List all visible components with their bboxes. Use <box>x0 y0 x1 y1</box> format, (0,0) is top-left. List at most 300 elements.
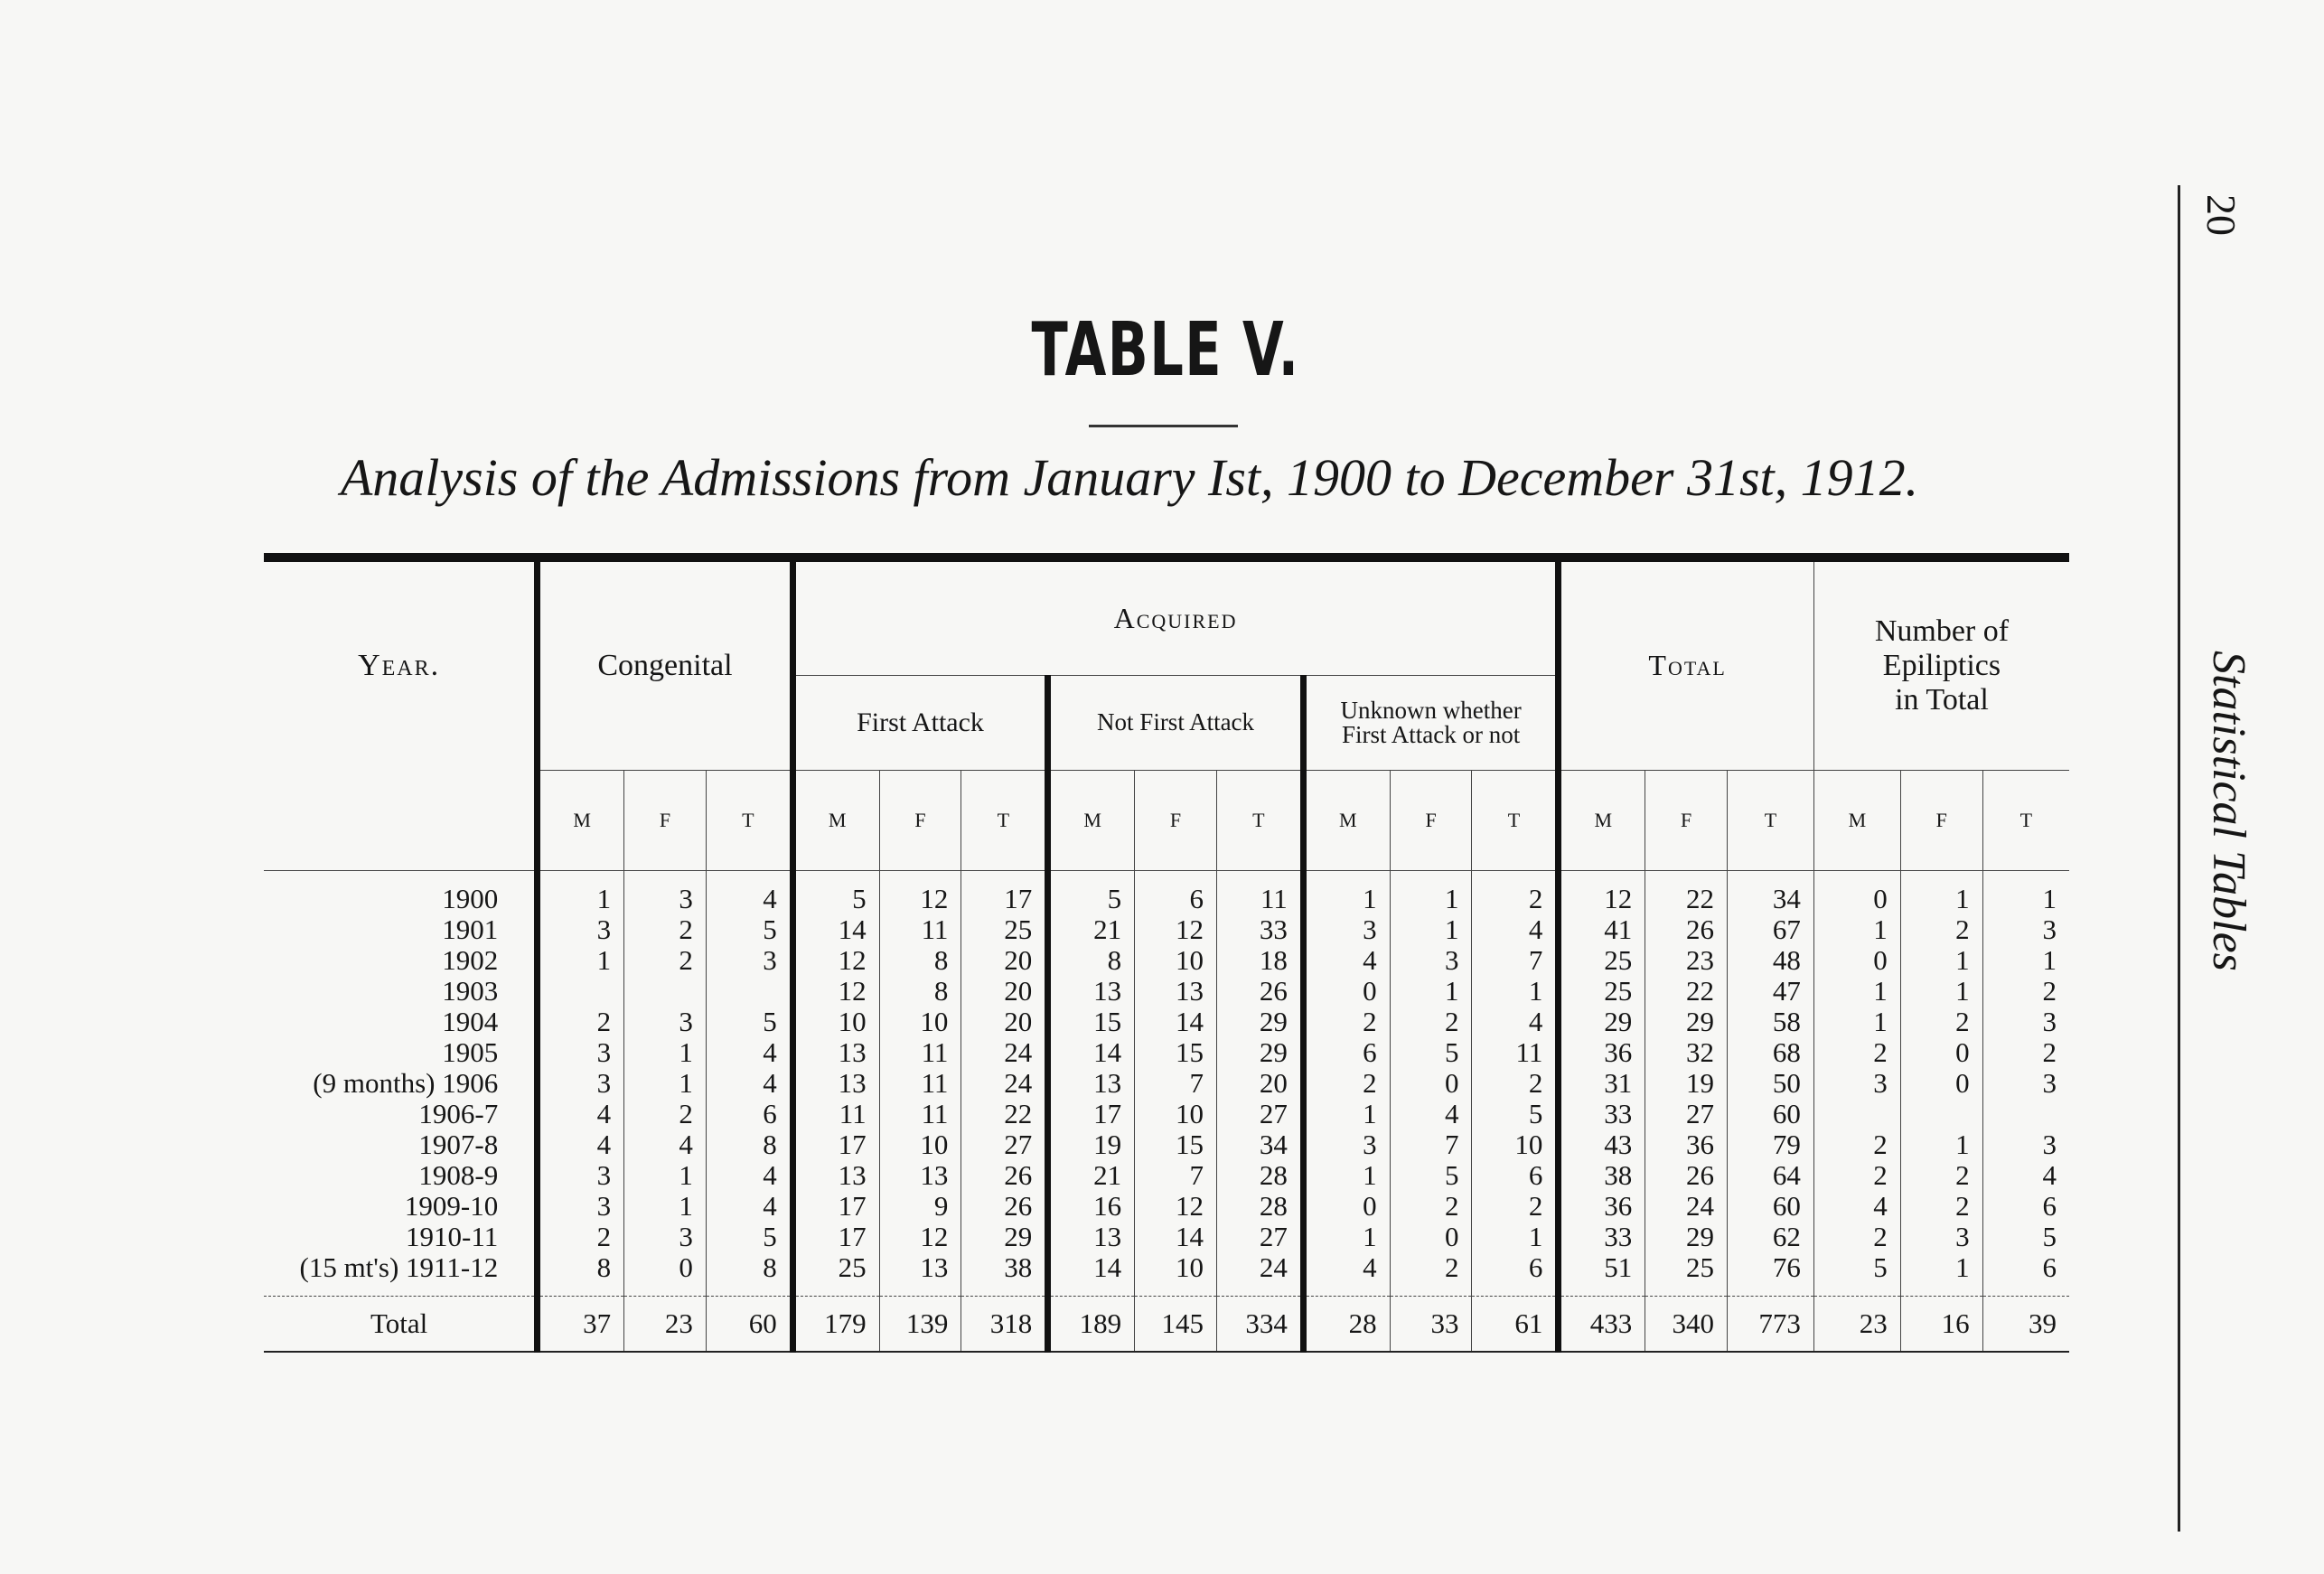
cell-total-f: 22 <box>1645 976 1728 1007</box>
cell-first-attack-m: 13 <box>792 1160 879 1191</box>
cell-not-first-attack-f: 10 <box>1135 1099 1217 1129</box>
table-body <box>264 870 2069 1296</box>
cell-unknown-t: 7 <box>1472 945 1559 976</box>
cell-congenital-f: 4 <box>624 1129 707 1160</box>
header-unknown-line2: First Attack or not <box>1341 720 1521 748</box>
cell-total-m: 12 <box>1559 870 1645 914</box>
cell-unknown-f: 1 <box>1390 870 1472 914</box>
row-year: 1905 <box>442 1035 499 1068</box>
cell-epileptics-t: 3 <box>1982 914 2069 945</box>
total-first-attack-f: 139 <box>879 1296 961 1352</box>
cell-total-t: 68 <box>1728 1037 1814 1068</box>
cell-congenital-f: 3 <box>624 1007 707 1037</box>
cell-not-first-attack-t: 11 <box>1216 870 1303 914</box>
cell-unknown-m: 2 <box>1303 1007 1390 1037</box>
cell-not-first-attack-t: 27 <box>1216 1222 1303 1252</box>
cell-unknown-m: 3 <box>1303 1129 1390 1160</box>
cell-first-attack-f: 10 <box>879 1007 961 1037</box>
cell-congenital-t: 4 <box>706 1160 792 1191</box>
cell-congenital-t: 5 <box>706 1007 792 1037</box>
total-unknown-m: 28 <box>1303 1296 1390 1352</box>
cell-not-first-attack-t: 34 <box>1216 1129 1303 1160</box>
total-total-t: 773 <box>1728 1296 1814 1352</box>
cell-congenital-m: 3 <box>538 1037 624 1068</box>
cell-unknown-m: 1 <box>1303 1099 1390 1129</box>
table-row <box>264 945 2069 976</box>
cell-congenital-f: 1 <box>624 1037 707 1068</box>
cell-not-first-attack-f: 7 <box>1135 1160 1217 1191</box>
cell-first-attack-m: 12 <box>792 945 879 976</box>
total-epileptics-f: 16 <box>1900 1296 1982 1352</box>
header-unknown <box>1303 675 1559 770</box>
cell-total-f: 29 <box>1645 1222 1728 1252</box>
cell-not-first-attack-f: 7 <box>1135 1068 1217 1099</box>
cell-congenital-m <box>538 976 624 1007</box>
cell-first-attack-m: 14 <box>792 914 879 945</box>
cell-total-f: 29 <box>1645 1007 1728 1037</box>
cell-total-t: 62 <box>1728 1222 1814 1252</box>
cell-unknown-f: 0 <box>1390 1068 1472 1099</box>
cell-unknown-m: 0 <box>1303 976 1390 1007</box>
cell-first-attack-f: 11 <box>879 1099 961 1129</box>
cell-epileptics-m: 1 <box>1813 914 1900 945</box>
header-not-first-attack: Not First Attack <box>1048 675 1304 770</box>
row-year: 1900 <box>442 882 499 914</box>
cell-first-attack-f: 13 <box>879 1252 961 1297</box>
cell-epileptics-t: 3 <box>1982 1007 2069 1037</box>
cell-first-attack-f: 12 <box>879 870 961 914</box>
cell-first-attack-t: 24 <box>961 1037 1048 1068</box>
header-epileptics-t: T <box>1982 770 2069 870</box>
cell-epileptics-m: 3 <box>1813 1068 1900 1099</box>
cell-congenital-t: 3 <box>706 945 792 976</box>
cell-total-f: 25 <box>1645 1252 1728 1297</box>
cell-epileptics-f: 1 <box>1900 870 1982 914</box>
cell-epileptics-m <box>1813 1099 1900 1129</box>
cell-unknown-t: 1 <box>1472 1222 1559 1252</box>
cell-total-t: 64 <box>1728 1160 1814 1191</box>
cell-total-t: 79 <box>1728 1129 1814 1160</box>
total-total-m: 433 <box>1559 1296 1645 1352</box>
header-total-f: F <box>1645 770 1728 870</box>
cell-unknown-m: 1 <box>1303 1160 1390 1191</box>
cell-congenital-f: 3 <box>624 870 707 914</box>
row-year: 1903 <box>442 974 499 1007</box>
cell-epileptics-f: 0 <box>1900 1068 1982 1099</box>
header-year: Year. <box>358 649 441 682</box>
cell-total-m: 36 <box>1559 1191 1645 1222</box>
cell-first-attack-m: 17 <box>792 1129 879 1160</box>
cell-not-first-attack-m: 21 <box>1048 1160 1135 1191</box>
header-epileptics-line1: Number of <box>1874 614 2010 648</box>
cell-total-f: 26 <box>1645 1160 1728 1191</box>
cell-total-m: 43 <box>1559 1129 1645 1160</box>
total-label: Total <box>264 1296 538 1352</box>
cell-epileptics-f: 2 <box>1900 1191 1982 1222</box>
header-total-m: M <box>1559 770 1645 870</box>
cell-first-attack-f: 8 <box>879 976 961 1007</box>
cell-epileptics-m: 1 <box>1813 1007 1900 1037</box>
cell-congenital-f: 0 <box>624 1252 707 1297</box>
cell-epileptics-m: 0 <box>1813 945 1900 976</box>
cell-not-first-attack-f: 12 <box>1135 1191 1217 1222</box>
cell-congenital-t: 8 <box>706 1252 792 1297</box>
cell-unknown-f: 1 <box>1390 914 1472 945</box>
total-row <box>264 1296 2069 1352</box>
mft-spacer <box>264 770 538 870</box>
cell-congenital-m: 8 <box>538 1252 624 1297</box>
row-year: 1902 <box>442 943 499 976</box>
table-row <box>264 1222 2069 1252</box>
total-congenital-t: 60 <box>706 1296 792 1352</box>
header-unknown-f: F <box>1390 770 1472 870</box>
cell-not-first-attack-t: 29 <box>1216 1007 1303 1037</box>
cell-epileptics-t: 3 <box>1982 1068 2069 1099</box>
cell-first-attack-m: 5 <box>792 870 879 914</box>
cell-unknown-f: 1 <box>1390 976 1472 1007</box>
cell-total-t: 50 <box>1728 1068 1814 1099</box>
cell-epileptics-t: 6 <box>1982 1252 2069 1297</box>
cell-epileptics-t: 2 <box>1982 1037 2069 1068</box>
cell-not-first-attack-m: 19 <box>1048 1129 1135 1160</box>
cell-not-first-attack-m: 17 <box>1048 1099 1135 1129</box>
cell-epileptics-f: 1 <box>1900 1252 1982 1297</box>
cell-epileptics-f: 1 <box>1900 1129 1982 1160</box>
cell-unknown-t: 2 <box>1472 1191 1559 1222</box>
header-first-attack-t: T <box>961 770 1048 870</box>
cell-congenital-m: 4 <box>538 1129 624 1160</box>
cell-not-first-attack-m: 14 <box>1048 1037 1135 1068</box>
header-epileptics-m: M <box>1813 770 1900 870</box>
cell-not-first-attack-f: 13 <box>1135 976 1217 1007</box>
row-year: 1908-9 <box>418 1158 499 1191</box>
cell-first-attack-f: 11 <box>879 1068 961 1099</box>
header-not-first-attack-f: F <box>1135 770 1217 870</box>
cell-congenital-t: 5 <box>706 914 792 945</box>
cell-not-first-attack-f: 14 <box>1135 1007 1217 1037</box>
cell-unknown-m: 1 <box>1303 1222 1390 1252</box>
cell-first-attack-t: 26 <box>961 1191 1048 1222</box>
total-not-first-attack-m: 189 <box>1048 1296 1135 1352</box>
cell-not-first-attack-m: 21 <box>1048 914 1135 945</box>
cell-first-attack-t: 22 <box>961 1099 1048 1129</box>
cell-not-first-attack-t: 27 <box>1216 1099 1303 1129</box>
header-unknown-line1: Unknown whether <box>1340 696 1522 724</box>
cell-first-attack-f: 10 <box>879 1129 961 1160</box>
header-unknown-t: T <box>1472 770 1559 870</box>
cell-not-first-attack-f: 10 <box>1135 945 1217 976</box>
table-row <box>264 1191 2069 1222</box>
cell-first-attack-f: 11 <box>879 914 961 945</box>
table-row <box>264 1252 2069 1297</box>
table-row <box>264 870 2069 914</box>
header-not-first-attack-m: M <box>1048 770 1135 870</box>
cell-first-attack-m: 11 <box>792 1099 879 1129</box>
cell-congenital-m: 3 <box>538 914 624 945</box>
cell-unknown-f: 2 <box>1390 1252 1472 1297</box>
cell-first-attack-t: 20 <box>961 945 1048 976</box>
cell-congenital-m: 3 <box>538 1191 624 1222</box>
cell-not-first-attack-f: 15 <box>1135 1037 1217 1068</box>
cell-congenital-m: 4 <box>538 1099 624 1129</box>
cell-first-attack-m: 17 <box>792 1222 879 1252</box>
cell-not-first-attack-t: 28 <box>1216 1160 1303 1191</box>
cell-congenital-t: 4 <box>706 1037 792 1068</box>
cell-unknown-t: 2 <box>1472 870 1559 914</box>
cell-unknown-m: 4 <box>1303 1252 1390 1297</box>
cell-total-t: 58 <box>1728 1007 1814 1037</box>
row-year: (9 months) 1906 <box>313 1066 499 1099</box>
cell-epileptics-m: 2 <box>1813 1160 1900 1191</box>
row-year: (15 mt's) 1911-12 <box>299 1251 499 1283</box>
cell-not-first-attack-m: 14 <box>1048 1252 1135 1297</box>
cell-total-m: 25 <box>1559 945 1645 976</box>
cell-epileptics-f: 0 <box>1900 1037 1982 1068</box>
total-unknown-t: 61 <box>1472 1296 1559 1352</box>
cell-not-first-attack-m: 13 <box>1048 1222 1135 1252</box>
cell-congenital-m: 2 <box>538 1007 624 1037</box>
cell-congenital-m: 1 <box>538 870 624 914</box>
cell-unknown-f: 2 <box>1390 1191 1472 1222</box>
table-row <box>264 1068 2069 1099</box>
cell-unknown-t: 1 <box>1472 976 1559 1007</box>
cell-congenital-m: 1 <box>538 945 624 976</box>
mft-header-row <box>264 770 2069 870</box>
row-year: 1901 <box>442 913 499 945</box>
cell-epileptics-t: 1 <box>1982 870 2069 914</box>
page-subtitle: Analysis of the Admissions from January Ist, 1900 to December 31st, 1912. <box>340 448 1919 507</box>
cell-total-f: 23 <box>1645 945 1728 976</box>
cell-unknown-m: 3 <box>1303 914 1390 945</box>
total-epileptics-t: 39 <box>1982 1296 2069 1352</box>
cell-unknown-f: 0 <box>1390 1222 1472 1252</box>
cell-unknown-f: 3 <box>1390 945 1472 976</box>
header-congenital-m: M <box>538 770 624 870</box>
cell-epileptics-t: 3 <box>1982 1129 2069 1160</box>
admissions-table <box>264 553 2069 1353</box>
cell-total-f: 36 <box>1645 1129 1728 1160</box>
cell-epileptics-t <box>1982 1099 2069 1129</box>
cell-congenital-t: 4 <box>706 1191 792 1222</box>
cell-unknown-m: 0 <box>1303 1191 1390 1222</box>
table-row <box>264 1129 2069 1160</box>
cell-total-t: 76 <box>1728 1252 1814 1297</box>
cell-total-f: 32 <box>1645 1037 1728 1068</box>
cell-congenital-t: 4 <box>706 1068 792 1099</box>
cell-epileptics-m: 0 <box>1813 870 1900 914</box>
cell-first-attack-f: 12 <box>879 1222 961 1252</box>
cell-unknown-m: 1 <box>1303 870 1390 914</box>
cell-not-first-attack-m: 15 <box>1048 1007 1135 1037</box>
cell-first-attack-f: 13 <box>879 1160 961 1191</box>
cell-unknown-m: 6 <box>1303 1037 1390 1068</box>
header-total-t: T <box>1728 770 1814 870</box>
row-year: 1910-11 <box>406 1220 499 1252</box>
cell-total-t: 60 <box>1728 1099 1814 1129</box>
total-first-attack-m: 179 <box>792 1296 879 1352</box>
cell-not-first-attack-f: 6 <box>1135 870 1217 914</box>
table-row <box>264 1007 2069 1037</box>
cell-total-m: 41 <box>1559 914 1645 945</box>
header-total: Total <box>1559 557 1814 770</box>
cell-total-f: 19 <box>1645 1068 1728 1099</box>
header-epileptics-line3: in Total <box>1895 682 1989 717</box>
header-epileptics <box>1813 557 2069 770</box>
cell-total-m: 25 <box>1559 976 1645 1007</box>
cell-unknown-t: 10 <box>1472 1129 1559 1160</box>
table-row <box>264 976 2069 1007</box>
cell-not-first-attack-m: 8 <box>1048 945 1135 976</box>
total-congenital-m: 37 <box>538 1296 624 1352</box>
header-congenital: Congenital <box>538 557 793 770</box>
cell-epileptics-f: 3 <box>1900 1222 1982 1252</box>
cell-epileptics-m: 5 <box>1813 1252 1900 1297</box>
cell-unknown-f: 5 <box>1390 1160 1472 1191</box>
cell-not-first-attack-f: 14 <box>1135 1222 1217 1252</box>
cell-first-attack-t: 29 <box>961 1222 1048 1252</box>
cell-total-m: 33 <box>1559 1222 1645 1252</box>
cell-not-first-attack-m: 16 <box>1048 1191 1135 1222</box>
cell-unknown-t: 6 <box>1472 1252 1559 1297</box>
cell-unknown-t: 4 <box>1472 914 1559 945</box>
cell-first-attack-m: 12 <box>792 976 879 1007</box>
cell-total-t: 60 <box>1728 1191 1814 1222</box>
title-rule <box>1089 425 1238 427</box>
cell-congenital-t: 5 <box>706 1222 792 1252</box>
cell-first-attack-t: 38 <box>961 1252 1048 1297</box>
cell-first-attack-f: 9 <box>879 1191 961 1222</box>
total-unknown-f: 33 <box>1390 1296 1472 1352</box>
cell-not-first-attack-f: 15 <box>1135 1129 1217 1160</box>
cell-total-f: 22 <box>1645 870 1728 914</box>
cell-congenital-t <box>706 976 792 1007</box>
header-unknown-m: M <box>1303 770 1390 870</box>
cell-first-attack-m: 17 <box>792 1191 879 1222</box>
cell-congenital-f: 1 <box>624 1068 707 1099</box>
cell-epileptics-m: 2 <box>1813 1129 1900 1160</box>
cell-unknown-t: 11 <box>1472 1037 1559 1068</box>
cell-epileptics-f: 2 <box>1900 1160 1982 1191</box>
cell-unknown-t: 5 <box>1472 1099 1559 1129</box>
cell-total-f: 24 <box>1645 1191 1728 1222</box>
cell-congenital-t: 4 <box>706 870 792 914</box>
total-total-f: 340 <box>1645 1296 1728 1352</box>
total-congenital-f: 23 <box>624 1296 707 1352</box>
cell-total-f: 27 <box>1645 1099 1728 1129</box>
cell-first-attack-f: 8 <box>879 945 961 976</box>
table-row <box>264 1160 2069 1191</box>
cell-congenital-m: 2 <box>538 1222 624 1252</box>
cell-epileptics-t: 2 <box>1982 976 2069 1007</box>
page-number: 20 <box>2198 194 2244 236</box>
cell-first-attack-f: 11 <box>879 1037 961 1068</box>
page-title: TABLE V. <box>1031 307 1300 393</box>
cell-epileptics-m: 1 <box>1813 976 1900 1007</box>
cell-unknown-t: 6 <box>1472 1160 1559 1191</box>
cell-unknown-f: 5 <box>1390 1037 1472 1068</box>
cell-epileptics-t: 4 <box>1982 1160 2069 1191</box>
cell-first-attack-m: 25 <box>792 1252 879 1297</box>
cell-first-attack-t: 27 <box>961 1129 1048 1160</box>
cell-epileptics-f: 2 <box>1900 1007 1982 1037</box>
table-row <box>264 914 2069 945</box>
cell-total-t: 34 <box>1728 870 1814 914</box>
cell-total-t: 67 <box>1728 914 1814 945</box>
cell-total-m: 29 <box>1559 1007 1645 1037</box>
header-first-attack-f: F <box>879 770 961 870</box>
cell-epileptics-f: 1 <box>1900 976 1982 1007</box>
cell-unknown-f: 4 <box>1390 1099 1472 1129</box>
cell-congenital-f <box>624 976 707 1007</box>
cell-total-t: 48 <box>1728 945 1814 976</box>
cell-not-first-attack-t: 33 <box>1216 914 1303 945</box>
cell-congenital-f: 2 <box>624 914 707 945</box>
row-year: 1909-10 <box>404 1189 499 1222</box>
cell-congenital-f: 2 <box>624 945 707 976</box>
cell-total-f: 26 <box>1645 914 1728 945</box>
margin-rule <box>2178 185 2180 1532</box>
cell-unknown-m: 4 <box>1303 945 1390 976</box>
cell-total-m: 36 <box>1559 1037 1645 1068</box>
total-not-first-attack-f: 145 <box>1135 1296 1217 1352</box>
cell-congenital-f: 2 <box>624 1099 707 1129</box>
cell-epileptics-f <box>1900 1099 1982 1129</box>
cell-epileptics-f: 2 <box>1900 914 1982 945</box>
table-row <box>264 1099 2069 1129</box>
cell-first-attack-t: 17 <box>961 870 1048 914</box>
cell-not-first-attack-m: 13 <box>1048 976 1135 1007</box>
total-not-first-attack-t: 334 <box>1216 1296 1303 1352</box>
cell-first-attack-t: 24 <box>961 1068 1048 1099</box>
header-first-attack-m: M <box>792 770 879 870</box>
header-not-first-attack-t: T <box>1216 770 1303 870</box>
total-epileptics-m: 23 <box>1813 1296 1900 1352</box>
cell-epileptics-f: 1 <box>1900 945 1982 976</box>
cell-unknown-t: 2 <box>1472 1068 1559 1099</box>
cell-first-attack-m: 10 <box>792 1007 879 1037</box>
cell-first-attack-t: 20 <box>961 976 1048 1007</box>
cell-congenital-m: 3 <box>538 1160 624 1191</box>
header-epileptics-f: F <box>1900 770 1982 870</box>
total-first-attack-t: 318 <box>961 1296 1048 1352</box>
cell-congenital-t: 6 <box>706 1099 792 1129</box>
cell-unknown-t: 4 <box>1472 1007 1559 1037</box>
cell-first-attack-t: 26 <box>961 1160 1048 1191</box>
cell-epileptics-t: 6 <box>1982 1191 2069 1222</box>
header-epileptics-line2: Epiliptics <box>1882 648 2001 682</box>
cell-epileptics-t: 1 <box>1982 945 2069 976</box>
cell-not-first-attack-t: 18 <box>1216 945 1303 976</box>
header-first-attack: First Attack <box>792 675 1048 770</box>
cell-total-m: 51 <box>1559 1252 1645 1297</box>
cell-total-m: 38 <box>1559 1160 1645 1191</box>
cell-epileptics-m: 4 <box>1813 1191 1900 1222</box>
cell-epileptics-m: 2 <box>1813 1222 1900 1252</box>
cell-congenital-t: 8 <box>706 1129 792 1160</box>
cell-total-m: 31 <box>1559 1068 1645 1099</box>
row-year: 1907-8 <box>418 1128 499 1160</box>
cell-epileptics-t: 5 <box>1982 1222 2069 1252</box>
cell-first-attack-m: 13 <box>792 1068 879 1099</box>
cell-total-t: 47 <box>1728 976 1814 1007</box>
cell-unknown-f: 2 <box>1390 1007 1472 1037</box>
cell-not-first-attack-t: 26 <box>1216 976 1303 1007</box>
cell-first-attack-t: 20 <box>961 1007 1048 1037</box>
cell-total-m: 33 <box>1559 1099 1645 1129</box>
cell-congenital-m: 3 <box>538 1068 624 1099</box>
cell-not-first-attack-t: 24 <box>1216 1252 1303 1297</box>
cell-unknown-f: 7 <box>1390 1129 1472 1160</box>
